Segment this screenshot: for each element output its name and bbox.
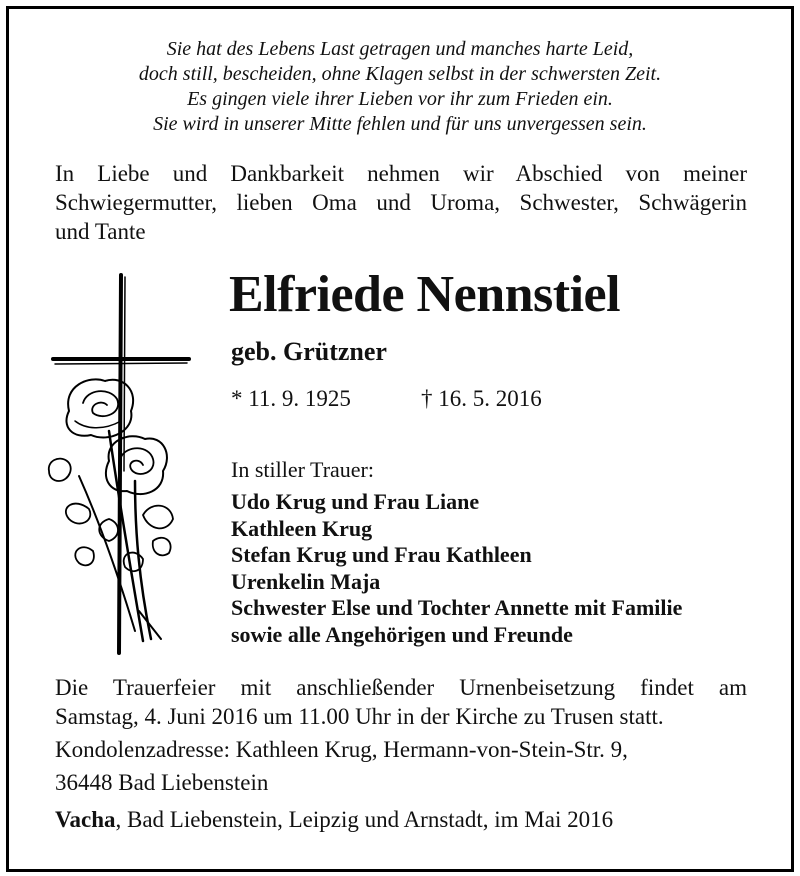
life-dates — [231, 386, 542, 412]
mourner-list — [231, 489, 682, 648]
birth-name: geb. Grützner — [231, 337, 387, 366]
address-line: 36448 Bad Liebenstein — [55, 770, 269, 795]
deceased-name: Elfriede Nennstiel — [229, 266, 621, 323]
poem-line: Es gingen viele ihrer Lieben vor ihr zum Frieden ein. — [187, 88, 613, 110]
funeral-line: Samstag, 4. Juni 2016 um 11.00 Uhr in der Kirche zu Trusen statt. — [55, 704, 664, 729]
poem-line: Sie wird in unserer Mitte fehlen und für uns unvergessen sein. — [153, 113, 647, 135]
mourner-name: sowie alle Angehörigen und Freunde — [231, 621, 573, 647]
mourner-name: Kathleen Krug — [231, 515, 373, 541]
poem — [9, 37, 791, 137]
mourner-name: Udo Krug und Frau Liane — [231, 489, 480, 514]
cross-with-roses-icon — [39, 271, 199, 661]
funeral-info — [55, 673, 747, 731]
intro-line: und Tante — [55, 219, 146, 244]
intro-text — [55, 159, 747, 246]
condolence-address — [55, 733, 628, 799]
intro-line: In Liebe und Dankbarkeit nehmen wir Abschied von meiner — [55, 161, 747, 186]
mourner-name: Urenkelin Maja — [231, 568, 381, 594]
intro-line: Schwiegermutter, lieben Oma und Uroma, Schwester, Schwägerin — [55, 190, 747, 215]
mourning-label: In stiller Trauer: — [231, 457, 374, 482]
poem-line: doch still, bescheiden, ohne Klagen selbst in der schwersten Zeit. — [138, 63, 662, 85]
funeral-line: Die Trauerfeier mit anschließender Urnenbeisetzung findet am — [55, 675, 747, 700]
closing-place: Vacha — [55, 807, 116, 832]
poem-line: Sie hat des Lebens Last getragen und manches harte Leid, — [166, 38, 634, 60]
death-date: † 16. 5. 2016 — [421, 386, 542, 411]
obituary-notice — [6, 6, 794, 872]
closing-rest: , Bad Liebenstein, Leipzig und Arnstadt, im Mai 2016 — [115, 807, 614, 832]
mourner-name: Stefan Krug und Frau Kathleen — [231, 542, 532, 567]
mourner-name: Schwester Else und Tochter Annette mit Familie — [231, 595, 683, 620]
birth-date: * 11. 9. 1925 — [231, 386, 351, 411]
closing-line — [55, 807, 613, 833]
address-line: Kondolenzadresse: Kathleen Krug, Hermann-von-Stein-Str. 9, — [55, 737, 628, 762]
